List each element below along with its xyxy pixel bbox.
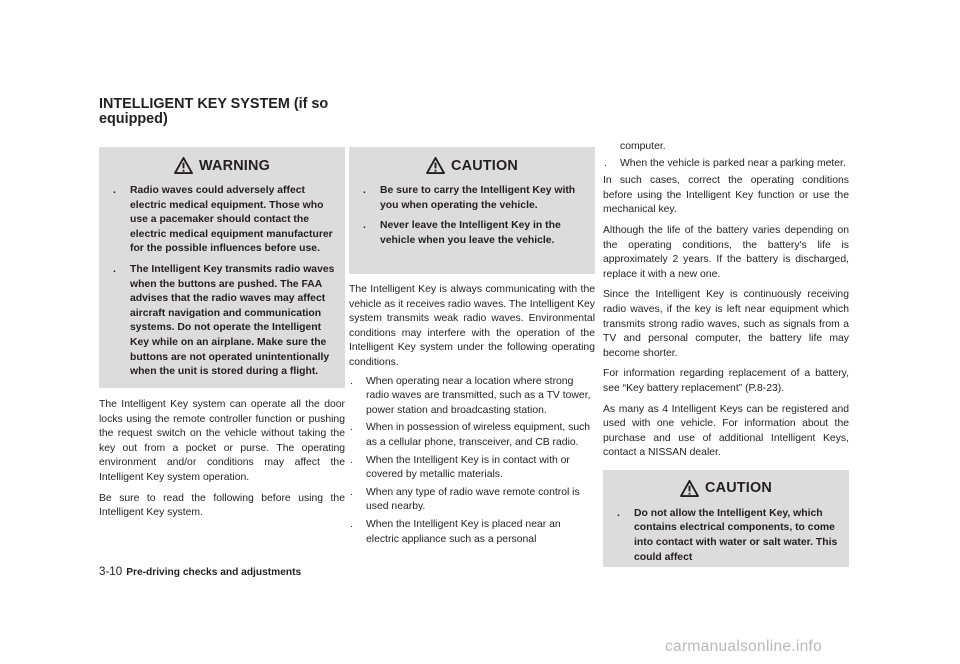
- list-item: . When operating near a location where strong radio waves are transmitted, such as a TV tower, power station and broadcasting station.: [350, 375, 591, 416]
- paragraph: As many as 4 Intelligent Keys can be registered and used with one vehicle. For information about the purchase and use of additional Intelligent Keys, contact a NISSAN dealer.: [603, 403, 849, 459]
- paragraph: Although the life of the battery varies depending on the operating conditions, the battery's life is approximately 2 years. If the battery is discharged, replace it with a new one.: [603, 224, 849, 280]
- warning-item: . Radio waves could adversely affect electric medical equipment. Those who use a pacemaker should contact the electric medical equipment manufacturer for the possible influences before use.: [113, 185, 333, 255]
- continued-text: computer.: [620, 141, 666, 152]
- caution-item: . Do not allow the Intelligent Key, which contains electrical components, to come into contact with water or salt water. This could affect: [617, 507, 838, 563]
- caution-box: [349, 147, 595, 274]
- paragraph: Since the Intelligent Key is continuously receiving radio waves, if the key is left near equipment which transmits strong radio waves, such as signals from a TV and personal computer, the battery life may become shorter.: [603, 289, 849, 359]
- page-footer: [99, 565, 301, 578]
- col1-text: [99, 398, 345, 521]
- warning-item: . The Intelligent Key transmits radio waves when the buttons are pushed. The FAA advises that the radio waves may affect aircraft navigation and communication systems. Do not operate the Intelligent Key while on an airplane. Make sure the buttons are not operated unintentionally when the unit is stored during a flight.: [113, 263, 335, 378]
- paragraph: In such cases, correct the operating conditions before using the Intelligent Key function or use the mechanical key.: [603, 175, 849, 216]
- warning-triangle-icon: [680, 480, 699, 497]
- caution-box-right: [603, 470, 849, 567]
- list-item: . When the vehicle is parked near a parking meter.: [604, 157, 846, 169]
- column-1: [99, 147, 345, 521]
- col2-text: [349, 283, 595, 547]
- list-item: . When the Intelligent Key is placed near an electric appliance such as a personal: [350, 518, 561, 545]
- page-number: 3-10: [99, 565, 123, 578]
- caution-label: CAUTION: [705, 480, 772, 497]
- section-title: INTELLIGENT KEY SYSTEM (if so equipped): [99, 96, 329, 127]
- warning-triangle-icon: [426, 157, 445, 174]
- column-3: [603, 140, 849, 567]
- list-item: . When in possession of wireless equipment, such as a cellular phone, transceiver, and CB radio.: [350, 422, 591, 448]
- list-item: . When the Intelligent Key is in contact with or covered by metallic materials.: [350, 454, 570, 481]
- warning-box: [99, 147, 345, 388]
- caution-list: [603, 507, 849, 565]
- conditions-list-continued: [603, 157, 849, 172]
- warning-label: WARNING: [199, 157, 270, 174]
- watermark: carmanualsonline.info: [665, 638, 823, 655]
- warning-header: [99, 147, 345, 184]
- conditions-list: [349, 375, 595, 548]
- caution-header: [603, 470, 849, 507]
- list-item: . When any type of radio wave remote control is used nearby.: [350, 486, 580, 513]
- paragraph: The Intelligent Key is always communicating with the vehicle as it receives radio waves. The Intelligent Key system transmits weak radio waves. Environmental conditions may interfere with the operation of the Intelligent Key system under the following operating conditions.: [349, 284, 595, 368]
- caution-list: [349, 184, 595, 248]
- caution-item: . Never leave the Intelligent Key in the vehicle when you leave the vehicle.: [363, 220, 561, 246]
- paragraph: Be sure to read the following before using the Intelligent Key system.: [99, 492, 345, 519]
- caution-item: . Be sure to carry the Intelligent Key with you when operating the vehicle.: [363, 185, 576, 211]
- warning-list: [99, 184, 345, 380]
- caution-label: CAUTION: [451, 157, 518, 174]
- footer-title: Pre-driving checks and adjustments: [126, 567, 302, 578]
- paragraph: For information regarding replacement of a battery, see “Key battery replacement” (P.8-23).: [603, 368, 849, 394]
- warning-triangle-icon: [174, 157, 193, 174]
- column-2: [349, 147, 595, 550]
- caution-header: [349, 147, 595, 184]
- paragraph: The Intelligent Key system can operate all the door locks using the remote controller function or pushing the request switch on the vehicle without taking the key out from a pocket or purse. The operating environment and/or conditions may affect the Intelligent Key system operation.: [99, 399, 345, 483]
